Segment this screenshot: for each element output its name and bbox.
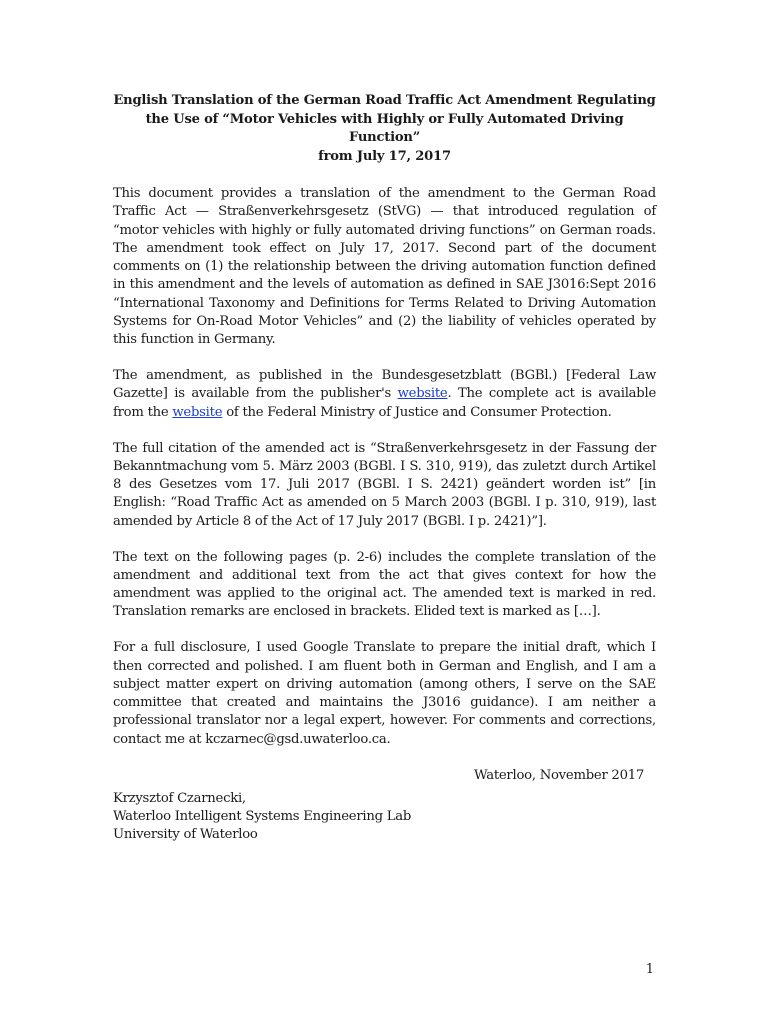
title-line-2: the Use of “Motor Vehicles with Highly or Fully Automated Driving Function”: [145, 111, 624, 145]
availability-paragraph: [113, 367, 656, 422]
title-line-1: English Translation of the German Road Traffic Act Amendment Regulating: [113, 93, 656, 108]
date-line: Waterloo, November 2017: [474, 767, 644, 783]
disclosure-paragraph: For a full disclosure, I used Google Translate to prepare the initial draft, which I then corrected and polished. I am fluent both in German and English, and I am a subject matter expert on driving automation (among others, I serve on the SAE committee that created and maintains the J3016 guidance). I am neither a professional translator nor a legal expert, however. For comments and corrections, contact me at kczarnec@gsd.uwaterloo.ca.: [113, 640, 656, 747]
page-number: 1: [645, 962, 654, 977]
author-university: University of Waterloo: [113, 827, 258, 843]
intro-paragraph: This document provides a translation of the amendment to the German Road Traffic Act — Straßenverkehrsgesetz (StVG) — that introduced regulation of “motor vehicles with highly or fully automated driving functions” on German roads. The amendment took effect on July 17, 2017. Second part of the document comments on (1) the relationship between the driving automation function defined in this amendment and the levels of automation as defined in SAE J3016:Sept 2016 “International Taxonomy and Definitions for Terms Related to Driving Automation Systems for On-Road Motor Vehicles” and (2) the liability of vehicles operated by this function in Germany.: [113, 186, 656, 348]
document-title: [113, 92, 656, 166]
citation-paragraph: The full citation of the amended act is “Straßenverkehrsgesetz in der Fassung der Bekanntmachung vom 5. März 2003 (BGBl. I S. 310, 919), das zuletzt durch Artikel 8 des Gesetzes vom 17. Juli 2017 (BGBl. I S. 2421) geändert worden ist” [in English: “Road Traffic Act as amended on 5 March 2003 (BGBl. I p. 310, 919), last amended by Article 8 of the Act of 17 July 2017 (BGBl. I p. 2421)”].: [113, 440, 656, 529]
title-line-3: from July 17, 2017: [318, 148, 451, 164]
availability-text-3: of the Federal Ministry of Justice and Consumer Protection.: [222, 404, 612, 420]
publisher-website-link[interactable]: website: [397, 386, 448, 402]
author-lab: Waterloo Intelligent Systems Engineering Lab: [113, 809, 412, 825]
ministry-website-link[interactable]: website: [172, 404, 223, 420]
availability-text-2: . The complete act is available from the: [113, 386, 656, 420]
availability-text-1: The amendment, as published in the Bundesgesetzblatt (BGBl.) [Federal Law Gazette] is available from the publisher's: [113, 368, 656, 402]
document-page: [113, 92, 656, 845]
signature-block: [113, 790, 656, 845]
contents-paragraph: The text on the following pages (p. 2-6) includes the complete translation of the amendment and additional text from the act that gives context for how the amendment was applied to the original act. The amended text is marked in red. Translation remarks are enclosed in brackets. Elided text is marked as […].: [113, 549, 656, 620]
author-name: Krzysztof Czarnecki,: [113, 790, 246, 806]
